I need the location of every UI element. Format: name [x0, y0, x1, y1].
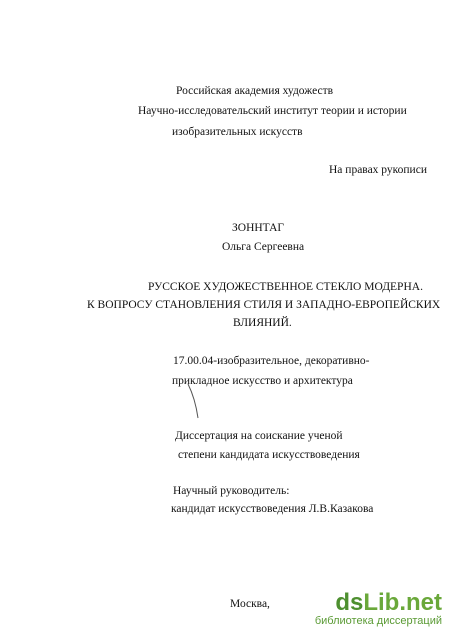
specialty-line-1: 17.00.04-изобразительное, декоративно- [173, 355, 370, 367]
manuscript-note: На правах рукописи [329, 164, 427, 176]
org-line-3: изобразительных искусств [172, 126, 303, 138]
supervisor-label: Научный руководитель: [173, 485, 290, 497]
dslib-subtitle: библиотека диссертаций [314, 615, 442, 627]
org-line-2: Научно-исследовательский институт теории и истории [138, 105, 407, 117]
city-year: Москва, [230, 598, 270, 610]
dslib-logo [315, 591, 442, 615]
author-name: Ольга Сергеевна [222, 241, 305, 253]
title-line-2: К ВОПРОСУ СТАНОВЛЕНИЯ СТИЛЯ И ЗАПАДНО-ЕВРОПЕЙСКИХ [87, 299, 441, 311]
dslib-watermark [315, 591, 442, 628]
author-surname: ЗОННТАГ [232, 222, 285, 234]
title-line-3: ВЛИЯНИЙ. [233, 317, 292, 329]
pen-mark [186, 382, 206, 422]
title-line-1: РУССКОЕ ХУДОЖЕСТВЕННОЕ СТЕКЛО МОДЕРНА. [148, 281, 423, 293]
supervisor-name: кандидат искусствоведения Л.В.Казакова [171, 503, 374, 515]
logo-part-ds: ds [335, 589, 364, 616]
dissertation-line-2: степени кандидата искусствоведения [178, 449, 360, 461]
dissertation-line-1: Диссертация на соискание ученой [175, 430, 343, 442]
logo-part-lib: Lib.net [363, 589, 442, 616]
org-line-1: Российская академия художеств [176, 85, 334, 97]
specialty-line-2: прикладное искусство и архитектура [172, 375, 353, 387]
